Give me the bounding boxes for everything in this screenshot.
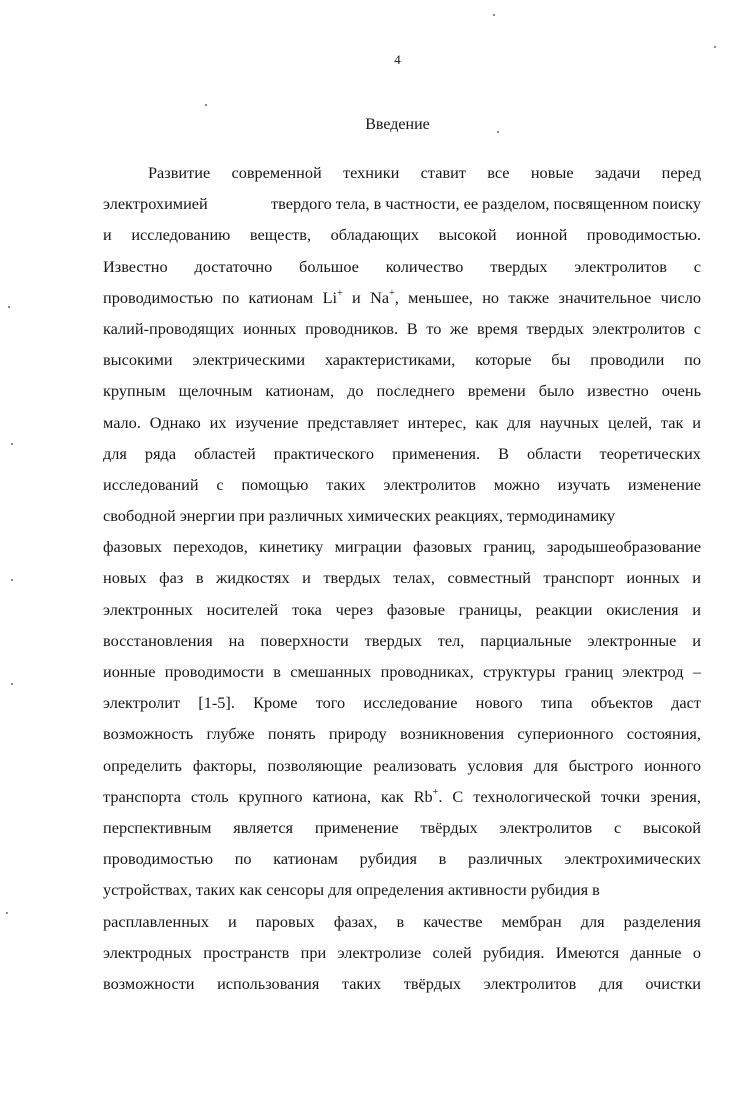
text-run: новых фаз в жидкостях и твердых телах, совместный транспорт ионных и [103, 568, 701, 588]
page-title: Введение [365, 116, 430, 133]
word: для [580, 911, 605, 931]
word: электролитов [383, 474, 476, 494]
text-line [103, 843, 701, 874]
word: того [315, 693, 346, 713]
word: даст [671, 693, 701, 713]
word: типа [540, 693, 573, 713]
word: с [613, 817, 622, 837]
text-line [103, 438, 701, 469]
text-line [103, 812, 701, 843]
word: перед [661, 163, 701, 182]
text-line [103, 500, 701, 531]
word: исследованию [131, 225, 231, 245]
text-line [103, 157, 701, 188]
text-run: восстановления на поверхности твердых тел, парциальные электронные и [103, 630, 701, 650]
word: нового [475, 693, 523, 713]
word: исследований [103, 474, 199, 494]
text-line [103, 750, 701, 781]
word: веществ, [249, 225, 312, 245]
text-run: электронных носителей тока через фазовые границы, реакции окисления и [103, 599, 701, 619]
text-run: , меньшее, но также значительное число [394, 287, 701, 307]
superscript: + [337, 287, 343, 299]
scan-speck [8, 306, 10, 308]
word: проводимостью. [586, 225, 701, 245]
text-line [103, 219, 701, 250]
text-line [103, 968, 701, 999]
text-run: свободной энергии при различных химических реакциях, термодинамику [103, 506, 616, 526]
word: исследование [363, 693, 458, 713]
text-line [103, 344, 701, 375]
word: качестве [423, 911, 483, 931]
word: расплавленных [103, 911, 209, 931]
word: Известно [103, 256, 168, 276]
word: обладающих [330, 225, 420, 245]
word: электролитов [483, 973, 577, 993]
text-run: фазовых переходов, кинетику миграции фазовых границ, зародышеобразование [103, 537, 701, 557]
word: перспективным [103, 817, 212, 837]
text-line [103, 687, 701, 718]
word: достаточно [194, 256, 273, 276]
word: мембран [501, 911, 562, 931]
word: проводимостью [103, 849, 214, 869]
word: большое [299, 256, 359, 276]
text-line [103, 531, 701, 562]
text-line [103, 906, 701, 937]
text-run: проводимостью по катионам Li [103, 287, 338, 307]
word: количество [385, 256, 464, 276]
scan-speck [11, 683, 13, 685]
word: фазах, [333, 911, 378, 931]
word: областей [194, 443, 256, 463]
scan-speck [6, 912, 8, 914]
text-run [103, 781, 701, 812]
word: применения. [392, 443, 481, 463]
word: различных [468, 849, 543, 869]
scan-speck [497, 131, 499, 133]
word: новые [530, 163, 574, 182]
text-run [103, 282, 701, 313]
word: высокой [643, 817, 701, 837]
word: электролитов [574, 256, 667, 276]
word: практического [273, 443, 375, 463]
text-line [103, 562, 701, 593]
word: Кроме [253, 693, 298, 713]
word: объектов [590, 693, 653, 713]
word: твёрдых [420, 817, 478, 837]
word: помощью [241, 474, 309, 494]
word: для [598, 973, 623, 993]
word: изучать [557, 474, 611, 494]
text-run: крупным щелочным катионам, до последнего времени было известно очень [103, 381, 701, 401]
word: высокой [438, 225, 497, 245]
word: таких [326, 474, 366, 494]
word: разделения [623, 911, 701, 931]
text-line [103, 625, 701, 656]
word: и [103, 225, 112, 245]
word: использования [217, 973, 320, 993]
text-run: определить факторы, позволяющие реализовать условия для быстрого ионного [103, 755, 701, 775]
scan-speck [11, 579, 13, 581]
text-line [103, 874, 701, 905]
word: теоретических [599, 443, 701, 463]
text-line [103, 188, 701, 219]
text-line [103, 282, 701, 313]
text-run: ионные проводимости в смешанных проводниках, структуры границ электрод – [103, 662, 701, 681]
word: [1-5]. [198, 693, 235, 713]
word: проводили [590, 350, 665, 370]
text-line [103, 656, 701, 687]
text-run: мало. Однако их изучение представляет интерес, как для научных целей, так и [103, 412, 701, 432]
superscript: + [389, 287, 395, 299]
text-run: электродных пространств при электролизе солей рубидия. Имеются данные о [103, 942, 701, 962]
text-run: транспорта столь крупного катиона, как Rb [103, 786, 433, 806]
text-run: возможность глубже понять природу возникновения суперионного состояния, [103, 724, 701, 744]
word: техники [343, 163, 400, 182]
word: ионной [516, 225, 568, 245]
word: современной [231, 163, 322, 182]
word: электролитов [499, 817, 593, 837]
word: В [498, 443, 509, 463]
text-line [103, 375, 701, 406]
word: очистки [645, 973, 701, 993]
scan-speck [714, 46, 716, 48]
text-line [103, 407, 701, 438]
word: электрическими [192, 350, 306, 370]
word: которые [475, 350, 532, 370]
text-line [103, 469, 701, 500]
scan-speck [11, 443, 13, 445]
word: в [438, 849, 447, 869]
text-run: и Na [342, 287, 390, 307]
word: электрохимических [564, 849, 701, 869]
word: высокими [103, 350, 173, 370]
word: рубидия [359, 849, 417, 869]
word: Развитие [148, 163, 211, 182]
word: электрохимией [103, 194, 208, 214]
word: ставит [420, 163, 466, 182]
scan-speck [205, 104, 207, 106]
superscript: + [432, 786, 439, 798]
word: области [527, 443, 582, 463]
body-paragraph [103, 157, 701, 999]
text-run: калий-проводящих ионных проводников. В то же время твердых электролитов с [103, 318, 701, 338]
word: электролит [103, 693, 181, 713]
word: и [228, 911, 237, 931]
word: твердых [490, 256, 548, 276]
text-line [103, 251, 701, 282]
word: характеристиками, [324, 350, 456, 370]
word: все [487, 163, 510, 182]
word: ряда [144, 443, 177, 463]
page-number: 4 [394, 52, 401, 67]
word: задачи [594, 163, 641, 182]
text-line [103, 594, 701, 625]
word: твердого тела, в частности, ее разделом, посвященном поиску [271, 194, 701, 214]
word: таких [341, 973, 382, 993]
word: катионам [273, 849, 338, 869]
text-line [103, 937, 701, 968]
word: является [233, 817, 294, 837]
text-line [103, 781, 701, 812]
word: по [684, 350, 701, 370]
word: бы [551, 350, 571, 370]
word: применение [314, 817, 399, 837]
word: изменение [627, 474, 701, 494]
word: по [234, 849, 252, 869]
word: для [103, 443, 127, 463]
word: с [693, 256, 701, 276]
word: с [216, 474, 224, 494]
text-line [103, 313, 701, 344]
word: возможности [103, 973, 195, 993]
text-run: . С технологической точки зрения, [438, 786, 701, 806]
text-run: устройствах, таких как сенсоры для определения активности рубидия в [103, 880, 600, 900]
scan-speck [493, 14, 495, 16]
text-line [103, 718, 701, 749]
word: паровых [255, 911, 315, 931]
word: в [396, 911, 405, 931]
word: твёрдых [403, 973, 462, 993]
word: можно [493, 474, 540, 494]
